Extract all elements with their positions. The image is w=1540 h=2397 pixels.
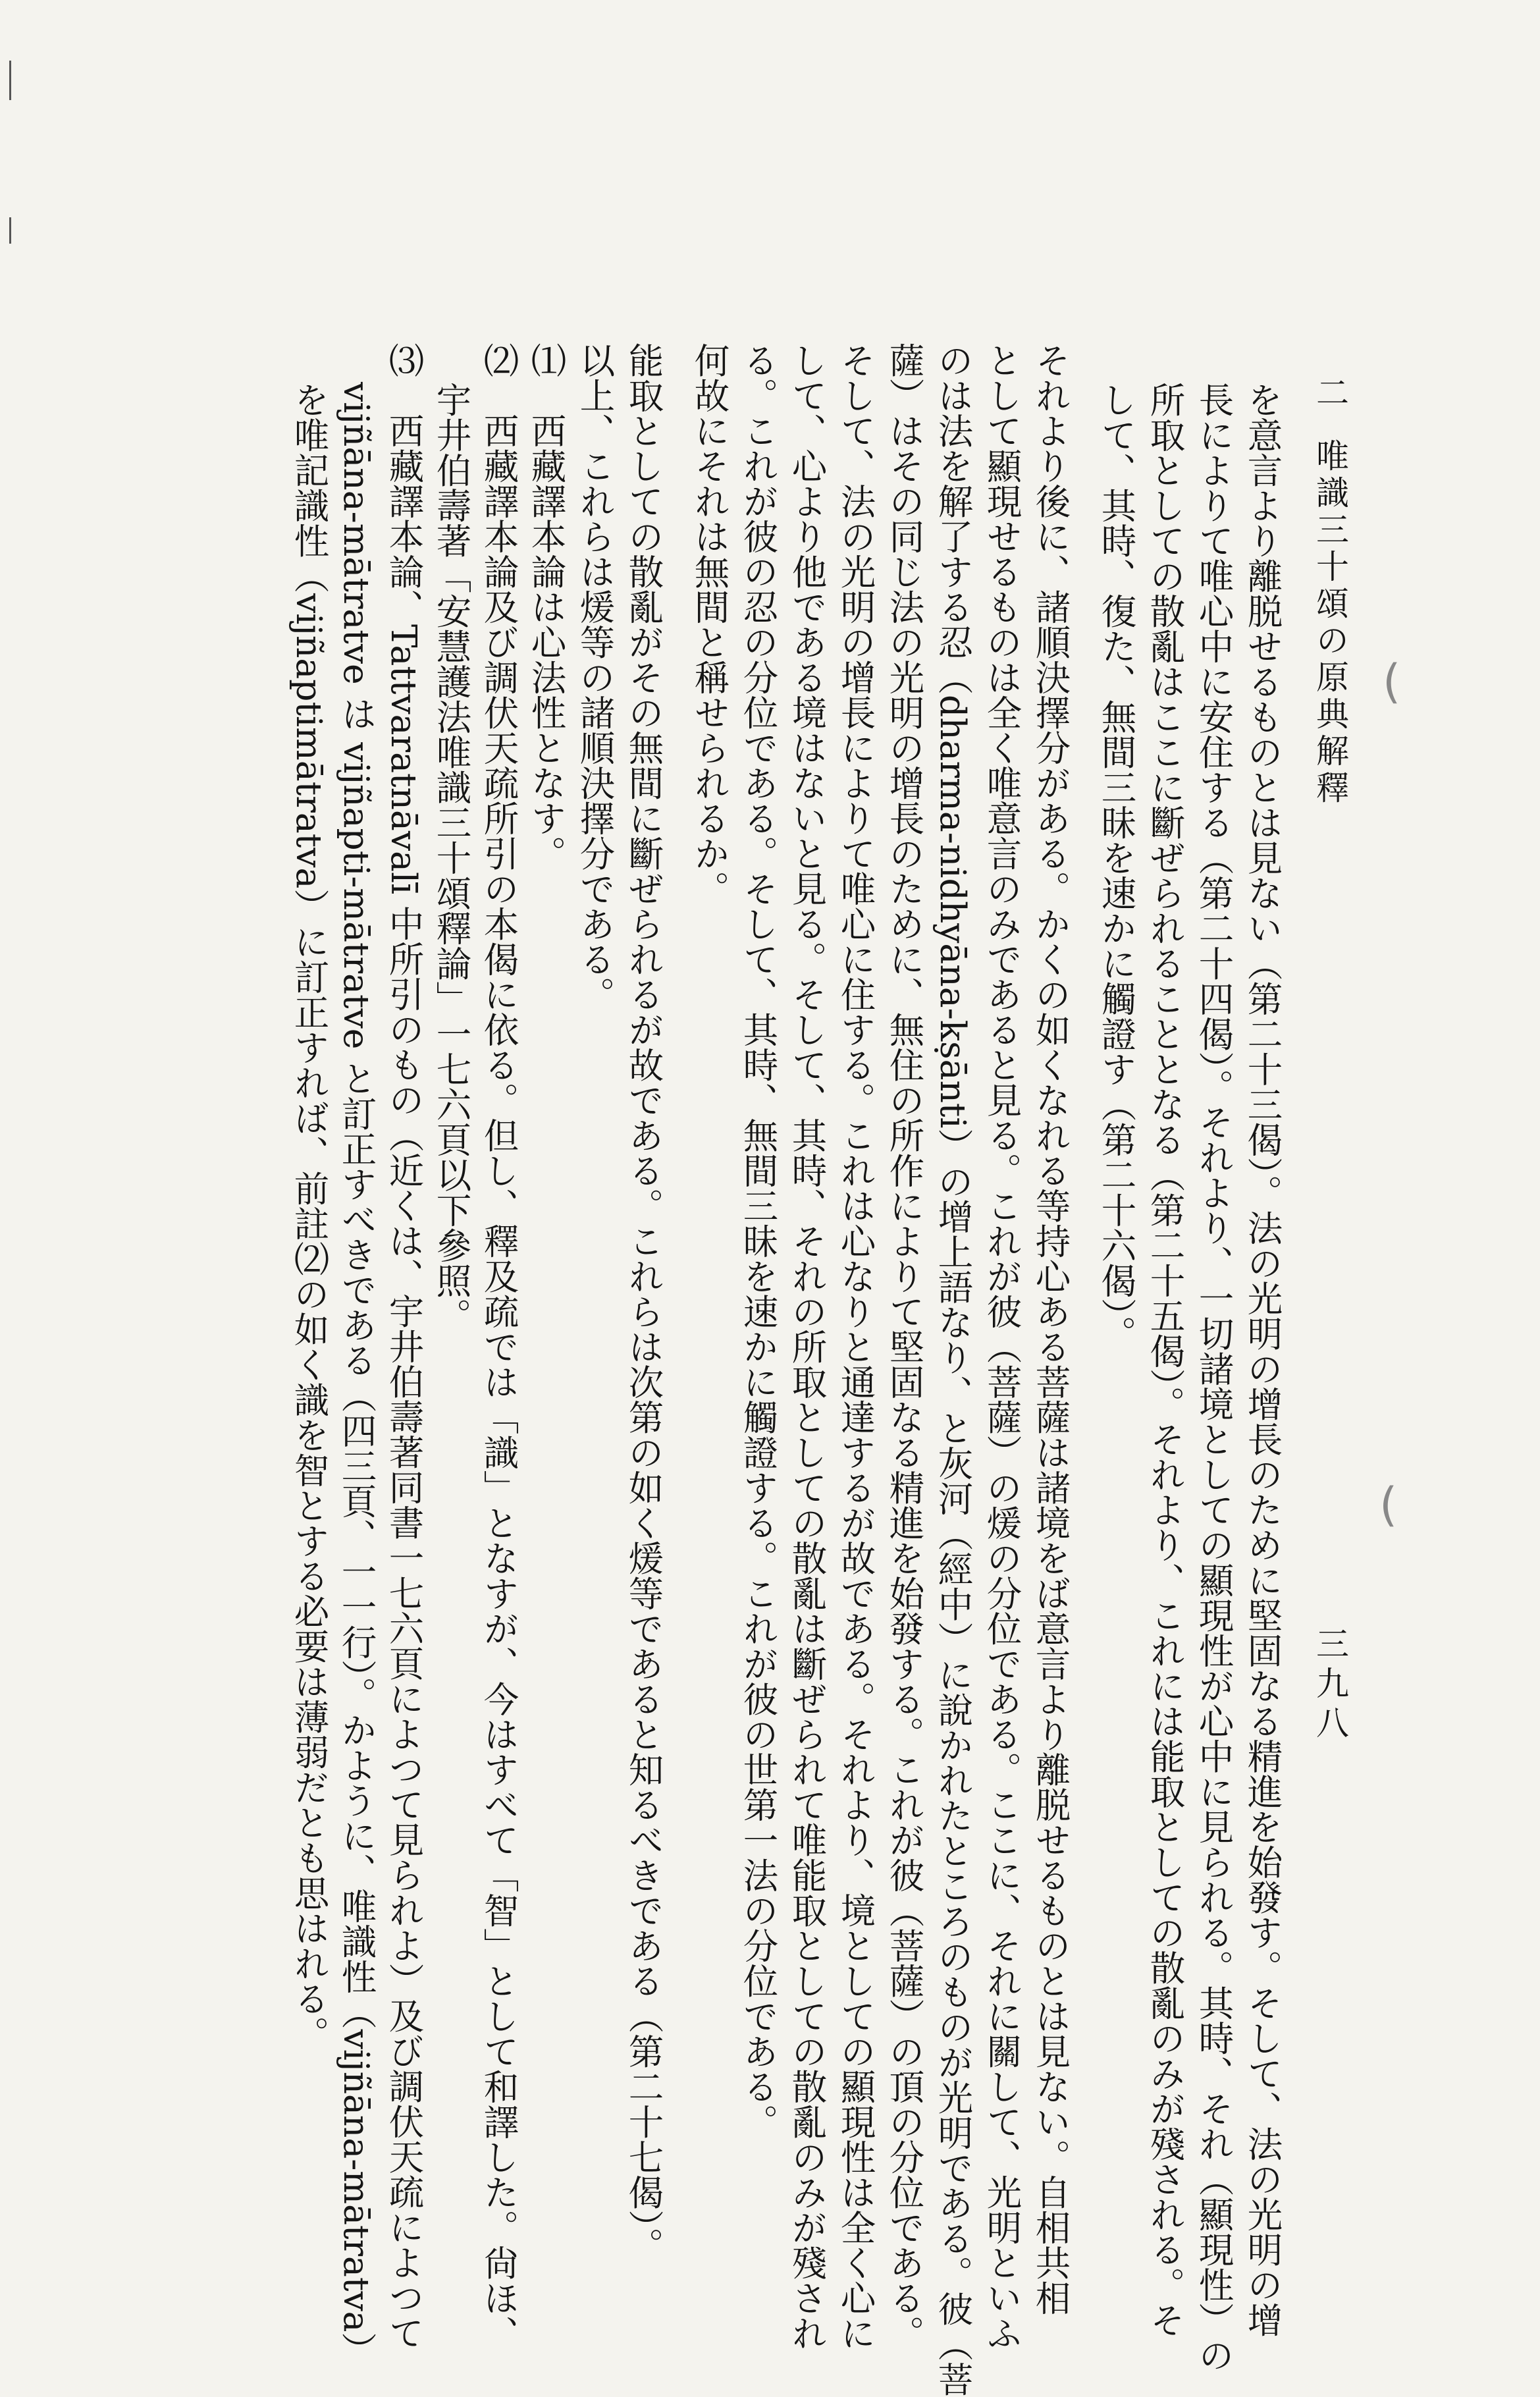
- text-column: そして、法の光明の增長によりて唯心に住する。これは心なりと通達するが故である。それより、境としての顯現性は全く心に: [835, 342, 876, 2351]
- footnote-continuation: 宇井伯壽著「安慧護法唯識三十頌釋論」一七六頁以下參照。: [431, 382, 472, 1333]
- scan-blemish-mark: (: [1379, 1478, 1398, 1532]
- text-column: 以上、これらは煖等の諸順決擇分である。: [574, 342, 616, 1012]
- running-header: [1297, 375, 1350, 807]
- footnote-text: 西藏譯本論及び調伏天疏所引の本偈に依る。但し、釋及疏では「識」となすが、今はすべて「智」として和譯した。尙ほ、: [478, 413, 519, 2351]
- footnote-continuation: を唯記識性（vijñaptimātratva）に訂正すれば、前註⑵の如く識を智とする必要は薄弱だとも思はれる。: [288, 382, 330, 2051]
- text-column: る。これが彼の忍の分位である。そして、其時、無間三昧を速かに觸證する。これが彼の世第一法の分位である。: [737, 342, 779, 2140]
- text-column: を意言より離脱せるものとは見ない（第二十三偈）。法の光明の增長のために堅固なる精進を始發す。そして、法の光明の增: [1242, 382, 1283, 2338]
- scan-blemish-mark: (: [1383, 655, 1401, 709]
- footnote-continuation: vijñāna-mātratve は vijñapti-mātratve と訂正すべきである（四三頁、一一行）。かように、唯識性（vijñāna-mātratva）: [336, 382, 377, 2368]
- footnote: [379, 342, 428, 2350]
- text-column: 薩）はその同じ法の光明の增長のために、無住の所作によりて堅固なる精進を始發する。これが彼（菩薩）の頂の分位である。: [884, 342, 925, 2351]
- text-column: として顯現せるものは全く唯意言のみであると見る。これが彼（菩薩）の煖の分位である。ここに、それに關して、光明といふ: [981, 342, 1022, 2351]
- binding-mark-top: [9, 61, 11, 100]
- page-number: 三九八: [1311, 1627, 1349, 1745]
- footnote-number: ⑶: [383, 342, 425, 378]
- binding-mark-bottom: [9, 217, 11, 244]
- footnote: [521, 342, 570, 871]
- footnote: [474, 342, 523, 2351]
- text-column: 何故にそれは無間と稱せられるか。: [689, 342, 730, 906]
- running-title: 唯識三十頌の原典解釋: [1311, 439, 1349, 807]
- text-column: 長によりて唯心中に安住する（第二十四偈）。それより、一切諸境としての顯現性が心中に見られる。其時、それ（顯現性）の: [1193, 382, 1235, 2373]
- footnote-text: 西藏譯本論は心法性となす。: [525, 413, 567, 871]
- text-column: 所取としての散亂はここに斷ぜられることとなる（第二十五偈）。それより、これには能取としての散亂のみが殘される。そ: [1144, 382, 1186, 2338]
- footnote-number: ⑴: [525, 342, 567, 378]
- footnote-number: ⑵: [478, 342, 519, 378]
- text-column: して、心より他である境はないと見る。そして、其時、それの所取としての散亂は斷ぜられて唯能取としての散亂のみが殘され: [786, 342, 828, 2351]
- section-number: 二: [1311, 375, 1349, 412]
- text-column: して、其時、復た、無間三昧を速かに觸證す（第二十六偈）。: [1096, 382, 1137, 1351]
- text-column: 能取としての散亂がその無間に斷ぜられるが故である。これらは次第の如く煖等であると知るべきである（第二十七偈）。: [623, 342, 664, 2263]
- text-column: のは法を解了する忍（dharma-nidhyāna-kṣānti）の增上語なり、と灰河（經中）に說かれたところのものが光明である。彼（菩: [932, 342, 974, 2397]
- text-column: それより後に、諸順決擇分がある。かくの如くなれる等持心ある菩薩は諸境をば意言より離脱せるものとは見ない。自相共相: [1030, 342, 1071, 2315]
- footnote-text: 西藏譯本論、Tattvaratnāvalī 中所引のもの（近くは、宇井伯壽著同書一七六頁によつて見られよ）及び調伏天疏によつて: [383, 413, 425, 2350]
